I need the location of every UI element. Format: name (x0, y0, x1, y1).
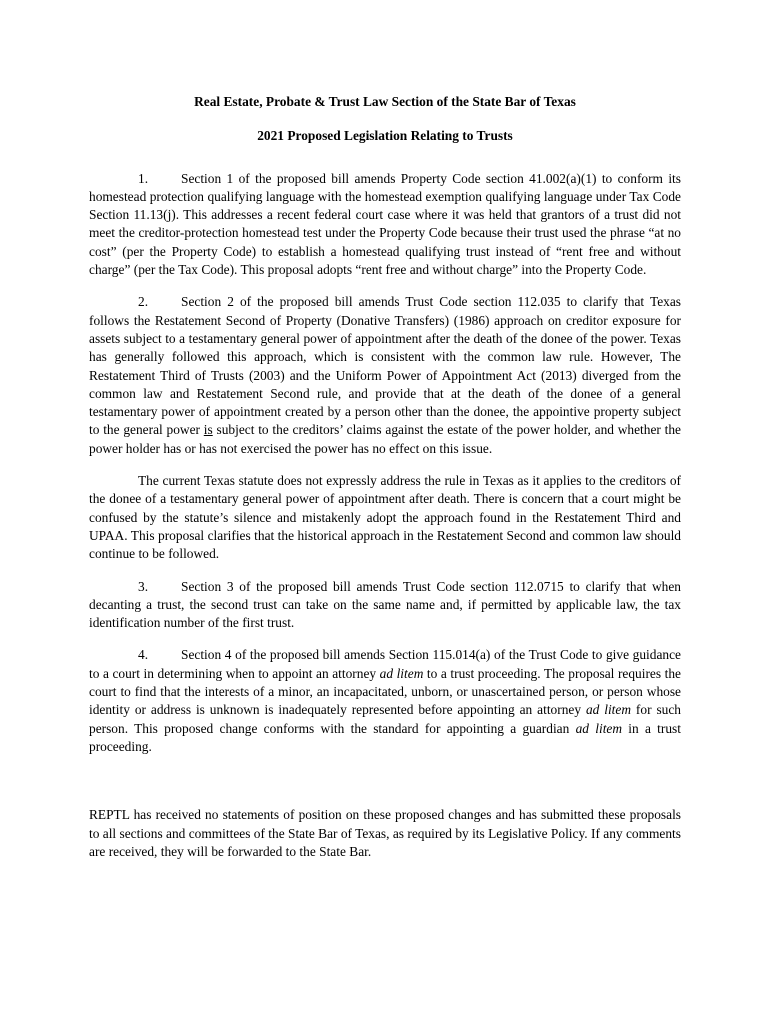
section-2-text-before: Section 2 of the proposed bill amends Trust Code section 112.035 to clarify that Texas follows the Restatement Second of Property (Donative Transfers) (1986) approach on creditor exposure for assets subject to a testamentary general power of appointment after the death of the donee of the power. Texas has generally followed this approach, which is consistent with the common law rule. However, The Restatement Third of Trusts (2003) and the Uniform Power of Appointment Act (2013) diverged from the common law and Restatement Second rule, and provide that at the death of the donee of a general testamentary power of appointment created by a person other than the donee, the appointive property subject to the general power (89, 294, 681, 438)
section-4-text-part1: Section 4 of the proposed bill amends Section 115.014(a) of the Trust Code to give guidance to a court in determining when to appoint an attorney (89, 647, 681, 681)
section-2-emphasis: is (203, 422, 213, 438)
document-page (89, 93, 681, 861)
document-title: Real Estate, Probate & Trust Law Section of the State Bar of Texas (194, 94, 576, 109)
section-1-text: Section 1 of the proposed bill amends Property Code section 41.002(a)(1) to conform its homestead protection qualifying language with the homestead exemption qualifying language under Tax Code Section 11.13(j). This addresses a recent federal court case where it was held that grantors of a trust did not meet the creditor-protection homestead test under the Property Code because their trust used the phrase “at no cost” (per the Property Code) to establish a homestead qualifying trust instead of “rent free and without charge” (per the Tax Code). This proposal adopts “rent free and without charge” into the Property Code. (89, 170, 681, 278)
section-4-text-part3: for such person. This proposed change conforms with the standard for appointing a guardian (89, 702, 681, 736)
section-4-text-part2: to a trust proceeding. The proposal requires the court to find that the interests of a minor, an incapacitated, unborn, or unascertained person, or person whose identity or address is unknown is inadequately represented before appointing an attorney (89, 665, 681, 718)
section-3-paragraph (89, 578, 681, 633)
section-4-text-part4: in a trust proceeding. (89, 720, 681, 754)
section-4-italic-3: ad litem (575, 720, 623, 736)
section-2-followup-paragraph: The current Texas statute does not expressly address the rule in Texas as it applies to the creditors of the donee of a testamentary general power of appointment after death. There is concern that a court might be confused by the statute’s silence and mistakenly adopt the approach found in the Restatement Third and UPAA. This proposal clarifies that the historical approach in the Restatement Second and common law should continue to be followed. (89, 473, 681, 562)
section-4-italic-2: ad litem (585, 702, 632, 718)
section-1-paragraph (89, 170, 681, 280)
section-4-paragraph (89, 646, 681, 756)
section-2-text-after: subject to the creditors’ claims against the estate of the power holder, and whether the power holder has or has not exercised the power has no effect on this issue. (89, 422, 682, 456)
section-4-italic-1: ad litem (379, 665, 424, 681)
section-4-number: 4. (138, 647, 149, 663)
closing-paragraph: REPTL has received no statements of position on these proposed changes and has submitted these proposals to all sections and committees of the State Bar of Texas, as required by its Legislative Policy. If any comments are received, they will be forwarded to the State Bar. (89, 807, 681, 859)
section-3-number: 3. (138, 578, 149, 594)
section-2-number: 2. (138, 294, 149, 310)
section-1-number: 1. (138, 170, 149, 186)
section-2-paragraph (89, 293, 681, 458)
section-3-text: Section 3 of the proposed bill amends Trust Code section 112.0715 to clarify that when decanting a trust, the second trust can take on the same name and, if permitted by applicable law, the tax identification number of the first trust. (89, 578, 681, 631)
document-subtitle: 2021 Proposed Legislation Relating to Trusts (257, 128, 513, 144)
